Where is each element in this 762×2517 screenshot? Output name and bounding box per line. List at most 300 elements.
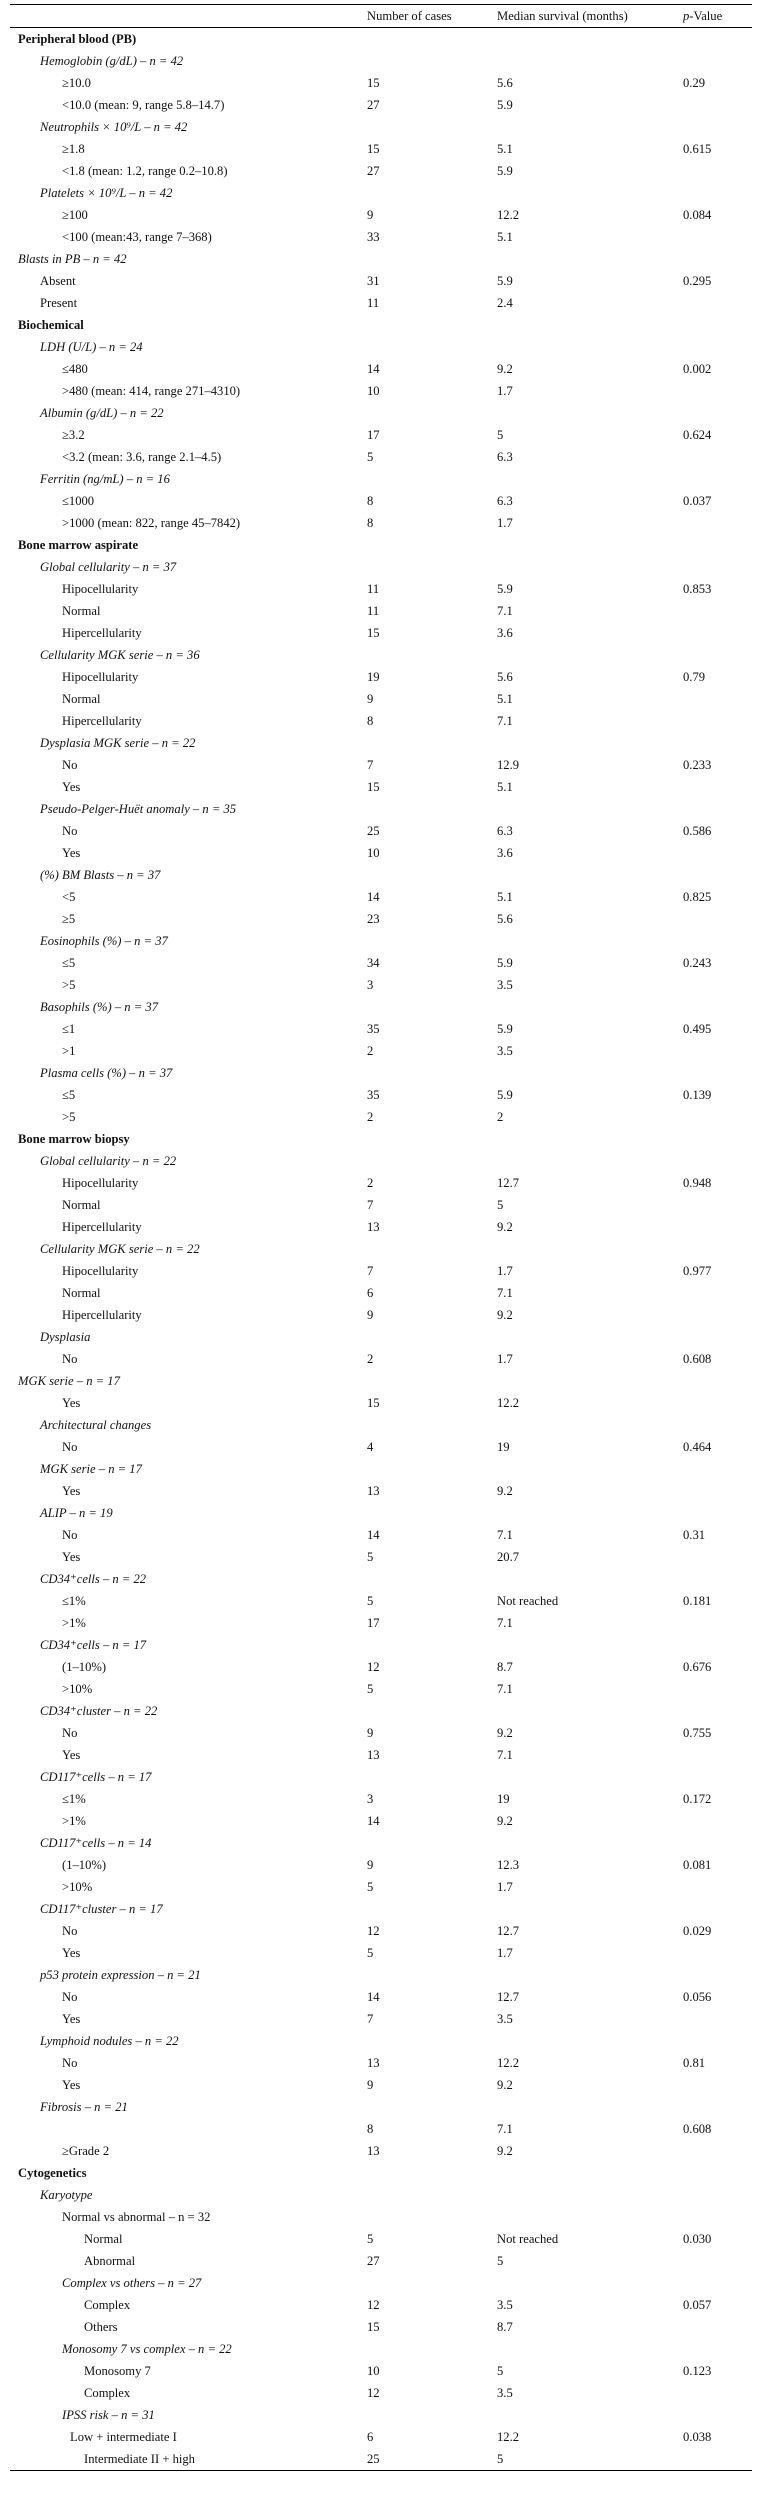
variable-row <box>10 1568 752 1590</box>
row-label: MGK serie – n = 17 <box>40 1461 142 1476</box>
row-label: Eosinophils (%) – n = 37 <box>40 933 168 948</box>
cell-median-survival: 9.2 <box>497 361 513 376</box>
row-label: ALIP – n = 19 <box>40 1505 113 1520</box>
cell-median-survival: 7.1 <box>497 1681 513 1696</box>
cell-number-of-cases: 3 <box>367 1791 374 1806</box>
table-header <box>10 5 752 28</box>
cell-median-survival: 5.1 <box>497 889 513 904</box>
table-row <box>10 2316 752 2338</box>
row-label: Basophils (%) – n = 37 <box>40 999 158 1014</box>
table-row <box>10 1854 752 1876</box>
table-row <box>10 1590 752 1612</box>
row-label: LDH (U/L) – n = 24 <box>40 339 143 354</box>
table-row <box>10 226 752 248</box>
cell-p-value: 0.030 <box>683 2231 712 2246</box>
table-row <box>10 2228 752 2250</box>
table-row <box>10 1040 752 1062</box>
row-label: No <box>62 2055 78 2070</box>
cell-median-survival: 12.2 <box>497 2055 520 2070</box>
variable-row <box>10 1766 752 1788</box>
table-row <box>10 1876 752 1898</box>
cell-median-survival: 12.7 <box>497 1175 520 1190</box>
header-number-of-cases: Number of cases <box>367 8 452 23</box>
cell-p-value: 0.853 <box>683 581 712 596</box>
table-row <box>10 446 752 468</box>
survival-table <box>10 4 752 2471</box>
cell-p-value: 0.029 <box>683 1923 712 1938</box>
cell-median-survival: 5.1 <box>497 229 513 244</box>
cell-p-value: 0.172 <box>683 1791 712 1806</box>
cell-number-of-cases: 12 <box>367 2297 380 2312</box>
table-row <box>10 1216 752 1238</box>
cell-median-survival: 5.9 <box>497 581 513 596</box>
row-label: CD117⁺cells – n = 14 <box>40 1836 152 1850</box>
row-label: ≥5 <box>62 911 76 926</box>
row-label: Cellularity MGK serie – n = 36 <box>40 647 200 662</box>
row-label: >1% <box>62 1615 86 1630</box>
variable-row <box>10 2030 752 2052</box>
table-row <box>10 710 752 732</box>
table-row <box>10 600 752 622</box>
variable-row <box>10 996 752 1018</box>
row-label: ≥Grade 2 <box>62 2143 110 2158</box>
cell-number-of-cases: 34 <box>367 955 380 970</box>
table-row <box>10 1546 752 1568</box>
cell-p-value: 0.495 <box>683 1021 712 1036</box>
variable-row <box>10 116 752 138</box>
row-label: Pseudo-Pelger-Huët anomaly – n = 35 <box>40 801 237 816</box>
row-label: Monosomy 7 vs complex – n = 22 <box>62 2341 232 2356</box>
table-row <box>10 974 752 996</box>
variable-row <box>10 2184 752 2206</box>
row-label: ≤1% <box>62 1593 86 1608</box>
row-label: Normal <box>62 1197 101 1212</box>
table-row <box>10 1612 752 1634</box>
cell-number-of-cases: 2 <box>367 1351 374 1366</box>
section-header-row <box>10 534 752 556</box>
cell-number-of-cases: 9 <box>367 1857 374 1872</box>
cell-p-value: 0.056 <box>683 1989 712 2004</box>
row-label: Bone marrow biopsy <box>18 1131 130 1146</box>
row-label: ≤1% <box>62 1791 86 1806</box>
cell-median-survival: 6.3 <box>497 493 513 508</box>
row-label: Yes <box>62 2077 81 2092</box>
cell-number-of-cases: 8 <box>367 2121 374 2136</box>
table-row <box>10 754 752 776</box>
cell-median-survival: 2.4 <box>497 295 513 310</box>
cell-number-of-cases: 9 <box>367 691 374 706</box>
section-header-row <box>10 314 752 336</box>
cell-median-survival: 5 <box>497 427 504 442</box>
variable-row <box>10 1898 752 1920</box>
cell-number-of-cases: 2 <box>367 1175 374 1190</box>
cell-median-survival: 9.2 <box>497 1813 513 1828</box>
cell-median-survival: 1.7 <box>497 515 513 530</box>
table-row <box>10 1084 752 1106</box>
cell-median-survival: Not reached <box>497 2231 559 2246</box>
cell-p-value: 0.295 <box>683 273 712 288</box>
row-label: Dysplasia <box>40 1329 91 1344</box>
row-label: Cellularity MGK serie – n = 22 <box>40 1241 200 1256</box>
cell-number-of-cases: 35 <box>367 1021 380 1036</box>
table-row <box>10 1722 752 1744</box>
row-label: Hipocellularity <box>62 1263 139 1278</box>
row-label: No <box>62 1725 78 1740</box>
table-row <box>10 2250 752 2272</box>
cell-median-survival: 12.2 <box>497 2429 520 2444</box>
row-label: Global cellularity – n = 22 <box>40 1153 177 1168</box>
cell-number-of-cases: 6 <box>367 2429 374 2444</box>
cell-number-of-cases: 9 <box>367 1307 374 1322</box>
table-row <box>10 1942 752 1964</box>
cell-median-survival: 8.7 <box>497 2319 513 2334</box>
cell-number-of-cases: 5 <box>367 1945 374 1960</box>
row-label: Normal vs abnormal – n = 32 <box>62 2209 211 2224</box>
cell-median-survival: 12.3 <box>497 1857 520 1872</box>
cell-p-value: 0.586 <box>683 823 712 838</box>
variable-row <box>10 1370 752 1392</box>
cell-number-of-cases: 10 <box>367 383 380 398</box>
cell-median-survival: 5.9 <box>497 1087 513 1102</box>
row-label: (1–10%) <box>62 1659 107 1674</box>
cell-number-of-cases: 13 <box>367 1483 380 1498</box>
cell-number-of-cases: 10 <box>367 845 380 860</box>
row-label: Hipercellularity <box>62 1219 142 1234</box>
cell-median-survival: 3.5 <box>497 2385 513 2400</box>
row-label: Plasma cells (%) – n = 37 <box>40 1065 173 1080</box>
row-label: Ferritin (ng/mL) – n = 16 <box>40 471 170 486</box>
cell-p-value: 0.615 <box>683 141 712 156</box>
cell-median-survival: 19 <box>497 1791 510 1806</box>
row-label: Normal <box>62 1285 101 1300</box>
table-row <box>10 1986 752 2008</box>
cell-median-survival: 5.6 <box>497 75 513 90</box>
table-row <box>10 1392 752 1414</box>
row-label: Yes <box>62 779 81 794</box>
row-label: Hipercellularity <box>62 625 142 640</box>
cell-median-survival: 7.1 <box>497 1747 513 1762</box>
row-label: Hipocellularity <box>62 669 139 684</box>
cell-median-survival: 9.2 <box>497 1307 513 1322</box>
cell-number-of-cases: 17 <box>367 427 380 442</box>
row-label: CD34⁺cells – n = 17 <box>40 1638 147 1652</box>
cell-median-survival: 7.1 <box>497 1527 513 1542</box>
cell-median-survival: 5.9 <box>497 97 513 112</box>
cell-number-of-cases: 5 <box>367 1879 374 1894</box>
row-label: Yes <box>62 2011 81 2026</box>
cell-p-value: 0.608 <box>683 2121 712 2136</box>
cell-number-of-cases: 15 <box>367 625 380 640</box>
table-row <box>10 1106 752 1128</box>
row-label: Complex <box>84 2297 131 2312</box>
cell-p-value: 0.002 <box>683 361 712 376</box>
header-p-value <box>683 9 752 24</box>
row-label: No <box>62 1989 78 2004</box>
row-label: >10% <box>62 1681 93 1696</box>
cell-p-value: 0.755 <box>683 1725 712 1740</box>
cell-median-survival: 7.1 <box>497 713 513 728</box>
table-row <box>10 1194 752 1216</box>
row-label: Hemoglobin (g/dL) – n = 42 <box>40 53 184 68</box>
cell-median-survival: 20.7 <box>497 1549 520 1564</box>
cell-number-of-cases: 14 <box>367 889 380 904</box>
row-label: Hipercellularity <box>62 713 142 728</box>
cell-median-survival: 19 <box>497 1439 510 1454</box>
cell-number-of-cases: 14 <box>367 361 380 376</box>
table-row <box>10 2448 752 2470</box>
cell-number-of-cases: 35 <box>367 1087 380 1102</box>
row-label: Normal <box>62 691 101 706</box>
cell-median-survival: 1.7 <box>497 1351 513 1366</box>
variable-row <box>10 1150 752 1172</box>
cell-median-survival: 7.1 <box>497 1285 513 1300</box>
cell-median-survival: 3.5 <box>497 1043 513 1058</box>
table-row <box>10 1480 752 1502</box>
cell-number-of-cases: 8 <box>367 493 374 508</box>
header-p-letter: p <box>683 8 690 23</box>
row-label: Low + intermediate I <box>70 2429 177 2444</box>
cell-number-of-cases: 12 <box>367 2385 380 2400</box>
cell-number-of-cases: 7 <box>367 1263 374 1278</box>
table-row <box>10 1810 752 1832</box>
section-header-row <box>10 2162 752 2184</box>
row-label: No <box>62 1527 78 1542</box>
cell-median-survival: 5.1 <box>497 691 513 706</box>
row-label: Yes <box>62 1483 81 1498</box>
cell-median-survival: 5.1 <box>497 779 513 794</box>
cell-median-survival: 12.7 <box>497 1989 520 2004</box>
cell-number-of-cases: 7 <box>367 2011 374 2026</box>
row-label: >480 (mean: 414, range 271–4310) <box>62 383 241 398</box>
table-row <box>10 1678 752 1700</box>
cell-median-survival: 5.1 <box>497 141 513 156</box>
row-label: No <box>62 1351 78 1366</box>
cell-p-value: 0.79 <box>683 669 706 684</box>
cell-number-of-cases: 25 <box>367 2451 380 2466</box>
variable-row <box>10 1414 752 1436</box>
row-label: Cytogenetics <box>18 2165 87 2180</box>
cell-number-of-cases: 31 <box>367 273 380 288</box>
table-row <box>10 358 752 380</box>
row-label: Albumin (g/dL) – n = 22 <box>40 405 164 420</box>
cell-p-value: 0.81 <box>683 2055 706 2070</box>
variable-row <box>10 1964 752 1986</box>
cell-median-survival: 9.2 <box>497 2143 513 2158</box>
cell-median-survival: 2 <box>497 1109 504 1124</box>
table-row <box>10 2360 752 2382</box>
cell-median-survival: 8.7 <box>497 1659 513 1674</box>
cell-median-survival: 9.2 <box>497 1483 513 1498</box>
row-label: (%) BM Blasts – n = 37 <box>40 867 161 882</box>
cell-number-of-cases: 7 <box>367 757 374 772</box>
cell-number-of-cases: 5 <box>367 449 374 464</box>
table-row <box>10 666 752 688</box>
row-label: Platelets × 10⁹/L – n = 42 <box>40 185 173 200</box>
cell-p-value: 0.243 <box>683 955 712 970</box>
row-label: CD34⁺cells – n = 22 <box>40 1572 147 1586</box>
table-row <box>10 1920 752 1942</box>
cell-median-survival: 3.5 <box>497 2297 513 2312</box>
table-row <box>10 820 752 842</box>
cell-median-survival: 6.3 <box>497 449 513 464</box>
row-label: Complex <box>84 2385 131 2400</box>
row-label: Neutrophils × 10⁹/L – n = 42 <box>40 119 188 134</box>
cell-median-survival: 12.9 <box>497 757 520 772</box>
table-row <box>10 776 752 798</box>
variable-row <box>10 1238 752 1260</box>
cell-number-of-cases: 7 <box>367 1197 374 1212</box>
cell-number-of-cases: 13 <box>367 2055 380 2070</box>
cell-median-survival: 7.1 <box>497 2121 513 2136</box>
cell-median-survival: 3.5 <box>497 977 513 992</box>
table-row <box>10 138 752 160</box>
cell-number-of-cases: 10 <box>367 2363 380 2378</box>
cell-number-of-cases: 9 <box>367 1725 374 1740</box>
row-label: ≥10.0 <box>62 75 91 90</box>
cell-median-survival: 1.7 <box>497 383 513 398</box>
cell-number-of-cases: 4 <box>367 1439 374 1454</box>
table-row <box>10 688 752 710</box>
cell-p-value: 0.464 <box>683 1439 712 1454</box>
variable-row <box>10 1458 752 1480</box>
table-row <box>10 2294 752 2316</box>
cell-median-survival: 5.9 <box>497 273 513 288</box>
variable-row <box>10 248 752 270</box>
cell-number-of-cases: 15 <box>367 2319 380 2334</box>
variable-row <box>10 864 752 886</box>
table-row <box>10 292 752 314</box>
variable-row <box>10 2272 752 2294</box>
cell-number-of-cases: 14 <box>367 1813 380 1828</box>
cell-p-value: 0.29 <box>683 75 706 90</box>
cell-p-value: 0.139 <box>683 1087 712 1102</box>
row-label: Global cellularity – n = 37 <box>40 559 177 574</box>
cell-median-survival: 5.6 <box>497 911 513 926</box>
table-row <box>10 952 752 974</box>
row-label: <10.0 (mean: 9, range 5.8–14.7) <box>62 97 225 112</box>
cell-median-survival: 5.9 <box>497 955 513 970</box>
table-row <box>10 1260 752 1282</box>
cell-median-survival: 5.9 <box>497 1021 513 1036</box>
cell-median-survival: 1.7 <box>497 1945 513 1960</box>
variable-row <box>10 2338 752 2360</box>
row-label: Monosomy 7 <box>84 2363 151 2378</box>
row-label: <1.8 (mean: 1.2, range 0.2–10.8) <box>62 163 228 178</box>
row-label: Abnormal <box>84 2253 136 2268</box>
row-label: CD117⁺cluster – n = 17 <box>40 1902 163 1916</box>
row-label: IPSS risk – n = 31 <box>62 2407 155 2422</box>
cell-number-of-cases: 14 <box>367 1527 380 1542</box>
row-label: Blasts in PB – n = 42 <box>18 251 127 266</box>
row-label: Yes <box>62 1395 81 1410</box>
variable-row <box>10 1832 752 1854</box>
row-label: CD117⁺cells – n = 17 <box>40 1770 152 1784</box>
row-label: Dysplasia MGK serie – n = 22 <box>40 735 196 750</box>
table-row <box>10 2074 752 2096</box>
table-row <box>10 1348 752 1370</box>
cell-number-of-cases: 23 <box>367 911 380 926</box>
row-label: ≤1000 <box>62 493 95 508</box>
table-row <box>10 1018 752 1040</box>
section-header-row <box>10 28 752 50</box>
variable-row <box>10 2096 752 2118</box>
row-label: Yes <box>62 1747 81 1762</box>
row-label: p53 protein expression – n = 21 <box>40 1967 201 1982</box>
row-label: Present <box>40 295 78 310</box>
cell-median-survival: 12.2 <box>497 1395 520 1410</box>
cell-median-survival: 3.6 <box>497 625 513 640</box>
table-row <box>10 908 752 930</box>
row-label: Normal <box>62 603 101 618</box>
row-label: CD34⁺cluster – n = 22 <box>40 1704 158 1718</box>
cell-median-survival: 7.1 <box>497 1615 513 1630</box>
row-label: ≥100 <box>62 207 88 222</box>
variable-row <box>10 402 752 424</box>
variable-row <box>10 468 752 490</box>
table-row <box>10 622 752 644</box>
table-row <box>10 578 752 600</box>
cell-number-of-cases: 14 <box>367 1989 380 2004</box>
variable-row <box>10 2404 752 2426</box>
cell-number-of-cases: 15 <box>367 75 380 90</box>
variable-row <box>10 556 752 578</box>
cell-number-of-cases: 12 <box>367 1659 380 1674</box>
row-label: <100 (mean:43, range 7–368) <box>62 229 212 244</box>
row-label: Karyotype <box>40 2187 93 2202</box>
row-label: Bone marrow aspirate <box>18 537 139 552</box>
cell-number-of-cases: 11 <box>367 603 380 618</box>
cell-median-survival: 5 <box>497 2253 504 2268</box>
cell-median-survival: 9.2 <box>497 2077 513 2092</box>
cell-number-of-cases: 25 <box>367 823 380 838</box>
cell-median-survival: Not reached <box>497 1593 559 1608</box>
row-label: Normal <box>84 2231 123 2246</box>
table-row <box>10 2426 752 2448</box>
variable-row <box>10 930 752 952</box>
row-label: No <box>62 823 78 838</box>
row-label: >5 <box>62 1109 76 1124</box>
cell-number-of-cases: 5 <box>367 2231 374 2246</box>
table-row <box>10 2140 752 2162</box>
cell-number-of-cases: 9 <box>367 2077 374 2092</box>
table-row <box>10 1304 752 1326</box>
row-label: Biochemical <box>18 317 84 332</box>
row-label: Peripheral blood (PB) <box>18 31 137 46</box>
row-label: >1% <box>62 1813 86 1828</box>
cell-number-of-cases: 33 <box>367 229 380 244</box>
cell-p-value: 0.057 <box>683 2297 712 2312</box>
cell-median-survival: 12.7 <box>497 1923 520 1938</box>
row-label: ≤480 <box>62 361 88 376</box>
cell-number-of-cases: 27 <box>367 2253 380 2268</box>
cell-number-of-cases: 6 <box>367 1285 374 1300</box>
cell-number-of-cases: 2 <box>367 1109 374 1124</box>
row-label: MGK serie – n = 17 <box>18 1373 120 1388</box>
table-body <box>10 28 752 2470</box>
row-label: Hipercellularity <box>62 1307 142 1322</box>
cell-median-survival: 7.1 <box>497 603 513 618</box>
variable-row <box>10 336 752 358</box>
cell-median-survival: 9.2 <box>497 1725 513 1740</box>
cell-p-value: 0.038 <box>683 2429 712 2444</box>
cell-median-survival: 6.3 <box>497 823 513 838</box>
cell-p-value: 0.608 <box>683 1351 712 1366</box>
cell-number-of-cases: 15 <box>367 779 380 794</box>
cell-number-of-cases: 27 <box>367 97 380 112</box>
variable-row <box>10 1502 752 1524</box>
table-row <box>10 1788 752 1810</box>
table-row <box>10 94 752 116</box>
